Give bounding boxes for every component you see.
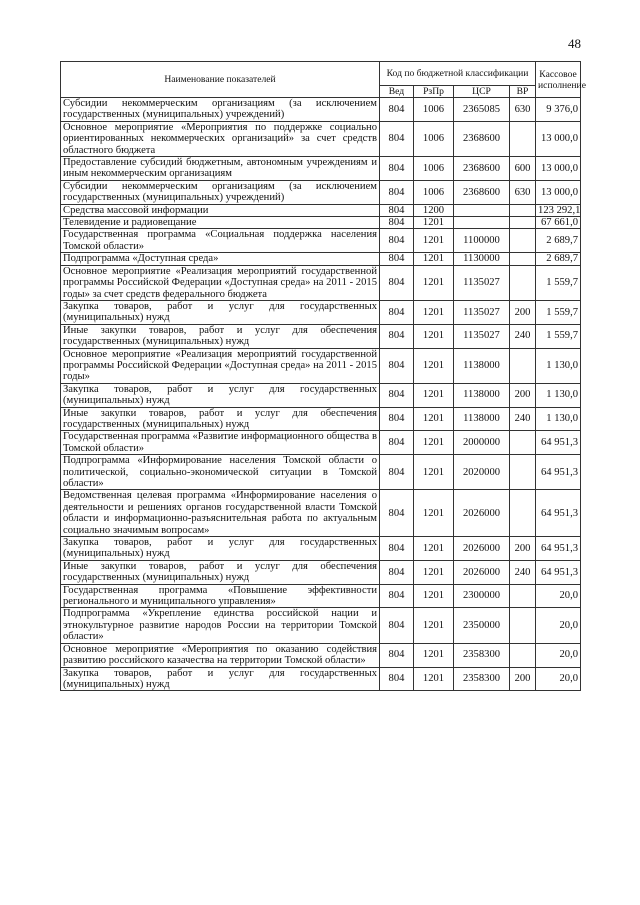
cell-name: Основное мероприятие «Реализация мероприятий государственной программы Российской Федерации «Доступная среда» на 2011 - 2015 годы» за счет средств федерального бюджета bbox=[61, 265, 380, 300]
cell-rzpr: 1201 bbox=[414, 608, 454, 643]
table-row bbox=[61, 490, 581, 537]
table-row bbox=[61, 608, 581, 643]
cell-ved: 804 bbox=[380, 121, 414, 156]
cell-amount: 20,0 bbox=[536, 667, 581, 691]
cell-ved: 804 bbox=[380, 253, 414, 265]
cell-csr: 1100000 bbox=[454, 229, 510, 253]
table-header bbox=[61, 62, 586, 98]
cell-amount: 20,0 bbox=[536, 643, 581, 667]
cell-name: Средства массовой информации bbox=[61, 204, 380, 216]
cell-amount: 64 951,3 bbox=[536, 431, 581, 455]
cell-vr: 240 bbox=[510, 560, 536, 584]
cell-csr: 2300000 bbox=[454, 584, 510, 608]
table-body bbox=[61, 98, 581, 691]
cell-csr bbox=[454, 217, 510, 229]
cell-ved: 804 bbox=[380, 348, 414, 383]
cell-rzpr: 1201 bbox=[414, 300, 454, 324]
table-row bbox=[61, 180, 581, 204]
cell-vr bbox=[510, 121, 536, 156]
cell-amount: 123 292,1 bbox=[536, 204, 581, 216]
cell-ved: 804 bbox=[380, 455, 414, 490]
cell-name: Иные закупки товаров, работ и услуг для обеспечения государственных (муниципальных) нужд bbox=[61, 407, 380, 431]
cell-ved: 804 bbox=[380, 324, 414, 348]
cell-amount: 20,0 bbox=[536, 584, 581, 608]
cell-csr: 2358300 bbox=[454, 667, 510, 691]
table-row bbox=[61, 407, 581, 431]
cell-name: Основное мероприятие «Мероприятия по оказанию содействия развитию российского казачества на территории Томской области» bbox=[61, 643, 380, 667]
header-code-group: Код по бюджетной классификации bbox=[380, 62, 536, 86]
cell-vr: 240 bbox=[510, 324, 536, 348]
header-ved: Вед bbox=[380, 86, 414, 98]
table-row bbox=[61, 667, 581, 691]
cell-name: Подпрограмма «Информирование населения Томской области о политической, социально-экономической ситуации в Томской области» bbox=[61, 455, 380, 490]
cell-name: Государственная программа «Социальная поддержка населения Томской области» bbox=[61, 229, 380, 253]
cell-csr: 2368600 bbox=[454, 157, 510, 181]
cell-rzpr: 1201 bbox=[414, 643, 454, 667]
cell-name: Субсидии некоммерческим организациям (за исключением государственных (муниципальных) учреждений) bbox=[61, 98, 380, 122]
cell-csr bbox=[454, 204, 510, 216]
cell-ved: 804 bbox=[380, 383, 414, 407]
cell-rzpr: 1006 bbox=[414, 98, 454, 122]
cell-ved: 804 bbox=[380, 180, 414, 204]
cell-amount: 67 661,0 bbox=[536, 217, 581, 229]
cell-rzpr: 1006 bbox=[414, 157, 454, 181]
cell-vr: 600 bbox=[510, 157, 536, 181]
cell-csr: 1138000 bbox=[454, 407, 510, 431]
cell-csr: 2026000 bbox=[454, 537, 510, 561]
cell-vr: 240 bbox=[510, 407, 536, 431]
cell-name: Основное мероприятие «Мероприятия по поддержке социально ориентированных некоммерческих организаций» за счет средств областного бюджета bbox=[61, 121, 380, 156]
table-row bbox=[61, 253, 581, 265]
cell-rzpr: 1200 bbox=[414, 204, 454, 216]
cell-amount: 13 000,0 bbox=[536, 121, 581, 156]
cell-ved: 804 bbox=[380, 217, 414, 229]
cell-vr: 200 bbox=[510, 300, 536, 324]
cell-rzpr: 1201 bbox=[414, 537, 454, 561]
cell-rzpr: 1201 bbox=[414, 431, 454, 455]
cell-vr: 200 bbox=[510, 383, 536, 407]
cell-ved: 804 bbox=[380, 265, 414, 300]
cell-ved: 804 bbox=[380, 407, 414, 431]
cell-vr bbox=[510, 217, 536, 229]
cell-amount: 1 130,0 bbox=[536, 383, 581, 407]
cell-vr bbox=[510, 253, 536, 265]
cell-amount: 13 000,0 bbox=[536, 180, 581, 204]
cell-rzpr: 1201 bbox=[414, 490, 454, 537]
cell-csr: 2026000 bbox=[454, 560, 510, 584]
cell-ved: 804 bbox=[380, 204, 414, 216]
table-row bbox=[61, 383, 581, 407]
cell-csr: 1135027 bbox=[454, 324, 510, 348]
cell-vr bbox=[510, 584, 536, 608]
cell-amount: 1 130,0 bbox=[536, 348, 581, 383]
cell-ved: 804 bbox=[380, 157, 414, 181]
cell-name: Ведомственная целевая программа «Информирование населения о деятельности и решениях органов государственной власти Томской области и информационно-разъяснительная работа по актуальным социально значимым вопросам» bbox=[61, 490, 380, 537]
cell-rzpr: 1201 bbox=[414, 324, 454, 348]
cell-amount: 64 951,3 bbox=[536, 490, 581, 537]
table-row bbox=[61, 217, 581, 229]
cell-rzpr: 1201 bbox=[414, 455, 454, 490]
cell-ved: 804 bbox=[380, 560, 414, 584]
cell-vr bbox=[510, 204, 536, 216]
cell-csr: 2020000 bbox=[454, 455, 510, 490]
table-row bbox=[61, 157, 581, 181]
cell-rzpr: 1201 bbox=[414, 407, 454, 431]
table-row bbox=[61, 204, 581, 216]
cell-name: Государственная программа «Развитие информационного общества в Томской области» bbox=[61, 431, 380, 455]
cell-name: Субсидии некоммерческим организациям (за исключением государственных (муниципальных) учреждений) bbox=[61, 180, 380, 204]
cell-csr: 2365085 bbox=[454, 98, 510, 122]
cell-name: Иные закупки товаров, работ и услуг для обеспечения государственных (муниципальных) нужд bbox=[61, 324, 380, 348]
cell-ved: 804 bbox=[380, 490, 414, 537]
cell-amount: 2 689,7 bbox=[536, 229, 581, 253]
cell-csr: 1130000 bbox=[454, 253, 510, 265]
cell-ved: 804 bbox=[380, 643, 414, 667]
table-row bbox=[61, 324, 581, 348]
header-rzpr: РзПр bbox=[414, 86, 454, 98]
cell-rzpr: 1201 bbox=[414, 253, 454, 265]
table-row bbox=[61, 121, 581, 156]
table-row bbox=[61, 537, 581, 561]
header-name: Наименование показателей bbox=[61, 62, 380, 98]
cell-vr bbox=[510, 455, 536, 490]
cell-name: Государственная программа «Повышение эффективности регионального и муниципального управления» bbox=[61, 584, 380, 608]
cell-vr: 200 bbox=[510, 537, 536, 561]
cell-amount: 2 689,7 bbox=[536, 253, 581, 265]
cell-ved: 804 bbox=[380, 98, 414, 122]
cell-vr bbox=[510, 643, 536, 667]
cell-amount: 1 559,7 bbox=[536, 265, 581, 300]
cell-name: Основное мероприятие «Реализация мероприятий государственной программы Российской Федерации «Доступная среда» на 2011 - 2015 годы» bbox=[61, 348, 380, 383]
cell-rzpr: 1201 bbox=[414, 560, 454, 584]
cell-name: Закупка товаров, работ и услуг для государственных (муниципальных) нужд bbox=[61, 300, 380, 324]
cell-rzpr: 1201 bbox=[414, 348, 454, 383]
cell-ved: 804 bbox=[380, 537, 414, 561]
table-row bbox=[61, 98, 581, 122]
cell-rzpr: 1201 bbox=[414, 265, 454, 300]
cell-amount: 1 559,7 bbox=[536, 324, 581, 348]
cell-vr bbox=[510, 348, 536, 383]
cell-amount: 1 130,0 bbox=[536, 407, 581, 431]
cell-name: Закупка товаров, работ и услуг для государственных (муниципальных) нужд bbox=[61, 383, 380, 407]
cell-name: Иные закупки товаров, работ и услуг для обеспечения государственных (муниципальных) нужд bbox=[61, 560, 380, 584]
page-number: 48 bbox=[568, 36, 581, 51]
table-row bbox=[61, 300, 581, 324]
cell-csr: 2350000 bbox=[454, 608, 510, 643]
cell-vr bbox=[510, 229, 536, 253]
cell-ved: 804 bbox=[380, 229, 414, 253]
cell-ved: 804 bbox=[380, 584, 414, 608]
cell-amount: 20,0 bbox=[536, 608, 581, 643]
cell-amount: 9 376,0 bbox=[536, 98, 581, 122]
cell-name: Закупка товаров, работ и услуг для государственных (муниципальных) нужд bbox=[61, 537, 380, 561]
cell-vr bbox=[510, 490, 536, 537]
cell-rzpr: 1201 bbox=[414, 383, 454, 407]
cell-vr: 630 bbox=[510, 180, 536, 204]
cell-amount: 64 951,3 bbox=[536, 537, 581, 561]
table-row bbox=[61, 431, 581, 455]
budget-table bbox=[60, 61, 586, 691]
cell-csr: 1135027 bbox=[454, 300, 510, 324]
cell-csr: 1135027 bbox=[454, 265, 510, 300]
table-row bbox=[61, 229, 581, 253]
cell-amount: 1 559,7 bbox=[536, 300, 581, 324]
table-row bbox=[61, 455, 581, 490]
cell-csr: 2000000 bbox=[454, 431, 510, 455]
cell-csr: 2368600 bbox=[454, 180, 510, 204]
cell-vr: 630 bbox=[510, 98, 536, 122]
cell-csr: 1138000 bbox=[454, 383, 510, 407]
cell-rzpr: 1201 bbox=[414, 667, 454, 691]
table-row bbox=[61, 643, 581, 667]
cell-amount: 13 000,0 bbox=[536, 157, 581, 181]
cell-amount: 64 951,3 bbox=[536, 455, 581, 490]
cell-vr bbox=[510, 265, 536, 300]
table-row bbox=[61, 265, 581, 300]
cell-ved: 804 bbox=[380, 300, 414, 324]
cell-amount: 64 951,3 bbox=[536, 560, 581, 584]
cell-rzpr: 1201 bbox=[414, 584, 454, 608]
header-vr: ВР bbox=[510, 86, 536, 98]
cell-name: Подпрограмма «Доступная среда» bbox=[61, 253, 380, 265]
table-row bbox=[61, 560, 581, 584]
cell-vr bbox=[510, 608, 536, 643]
cell-rzpr: 1201 bbox=[414, 217, 454, 229]
table-row bbox=[61, 584, 581, 608]
table-row bbox=[61, 348, 581, 383]
cell-rzpr: 1006 bbox=[414, 121, 454, 156]
cell-name: Закупка товаров, работ и услуг для государственных (муниципальных) нужд bbox=[61, 667, 380, 691]
cell-rzpr: 1006 bbox=[414, 180, 454, 204]
cell-csr: 2026000 bbox=[454, 490, 510, 537]
cell-csr: 1138000 bbox=[454, 348, 510, 383]
header-amount: Кассовое исполнение bbox=[536, 62, 581, 98]
cell-ved: 804 bbox=[380, 608, 414, 643]
cell-name: Предоставление субсидий бюджетным, автономным учреждениям и иным некоммерческим организациям bbox=[61, 157, 380, 181]
header-csr: ЦСР bbox=[454, 86, 510, 98]
cell-ved: 804 bbox=[380, 667, 414, 691]
cell-ved: 804 bbox=[380, 431, 414, 455]
cell-vr bbox=[510, 431, 536, 455]
cell-name: Телевидение и радиовещание bbox=[61, 217, 380, 229]
cell-csr: 2358300 bbox=[454, 643, 510, 667]
cell-csr: 2368600 bbox=[454, 121, 510, 156]
cell-name: Подпрограмма «Укрепление единства российской нации и этнокультурное развитие народов России на территории Томской области» bbox=[61, 608, 380, 643]
cell-vr: 200 bbox=[510, 667, 536, 691]
cell-rzpr: 1201 bbox=[414, 229, 454, 253]
